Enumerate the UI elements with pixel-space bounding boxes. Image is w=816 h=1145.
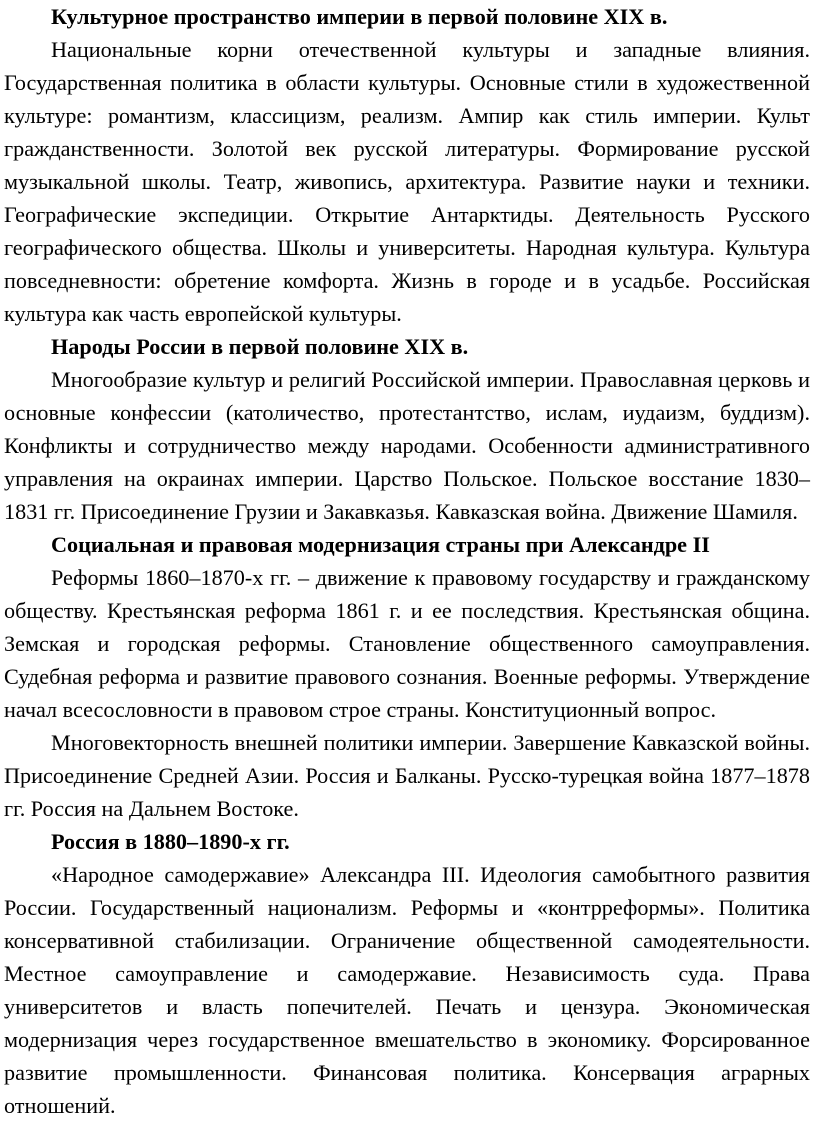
- section-heading: Россия в 1880–1890-х гг.: [51, 829, 290, 854]
- section-modernization: [4, 528, 810, 825]
- section-heading: Социальная и правовая модернизация страны при Александре II: [51, 532, 710, 557]
- section-culture: [4, 0, 810, 330]
- section-paragraph: Многообразие культур и религий Российской империи. Православная церковь и основные конфессии (католичество, протестантство, ислам, иудаизм, буддизм). Конфликты и сотрудничество между народами. Особенности административного управления на окраинах империи. Царство Польское. Польское восстание 1830–1831 гг. Присоединение Грузии и Закавказья. Кавказская война. Движение Шамиля.: [4, 367, 810, 524]
- section-paragraph: Реформы 1860–1870-х гг. – движение к правовому государству и гражданскому обществу. Крестьянская реформа 1861 г. и ее последствия. Крестьянская община. Земская и городская реформы. Становление общественного самоуправления. Судебная реформа и развитие правового сознания. Военные реформы. Утверждение начал всесословности в правовом строе страны. Конституционный вопрос.: [4, 565, 810, 722]
- section-paragraph: «Народное самодержавие» Александра III. Идеология самобытного развития России. Государственный национализм. Реформы и «контрреформы». Политика консервативной стабилизации. Ограничение общественной самодеятельности. Местное самоуправление и самодержавие. Независимость суда. Права университетов и власть попечителей. Печать и цензура. Экономическая модернизация через государственное вмешательство в экономику. Форсированное развитие промышленности. Финансовая политика. Консервация аграрных отношений.: [4, 862, 810, 1118]
- section-heading: Народы России в первой половине XIX в.: [51, 334, 469, 359]
- section-peoples: [4, 330, 810, 528]
- section-paragraph: Национальные корни отечественной культуры и западные влияния. Государственная политика в области культуры. Основные стили в художественной культуре: романтизм, классицизм, реализм. Ампир как стиль империи. Культ гражданственности. Золотой век русской литературы. Формирование русской музыкальной школы. Театр, живопись, архитектура. Развитие науки и техники. Географические экспедиции. Открытие Антарктиды. Деятельность Русского географического общества. Школы и университеты. Народная культура. Культура повседневности: обретение комфорта. Жизнь в городе и в усадьбе. Российская культура как часть европейской культуры.: [4, 37, 810, 326]
- section-heading: Культурное пространство империи в первой половине XIX в.: [51, 4, 668, 29]
- section-russia-1880-1890: [4, 825, 810, 1122]
- section-paragraph: Многовекторность внешней политики империи. Завершение Кавказской войны. Присоединение Средней Азии. Россия и Балканы. Русско-турецкая война 1877–1878 гг. Россия на Дальнем Востоке.: [4, 730, 810, 821]
